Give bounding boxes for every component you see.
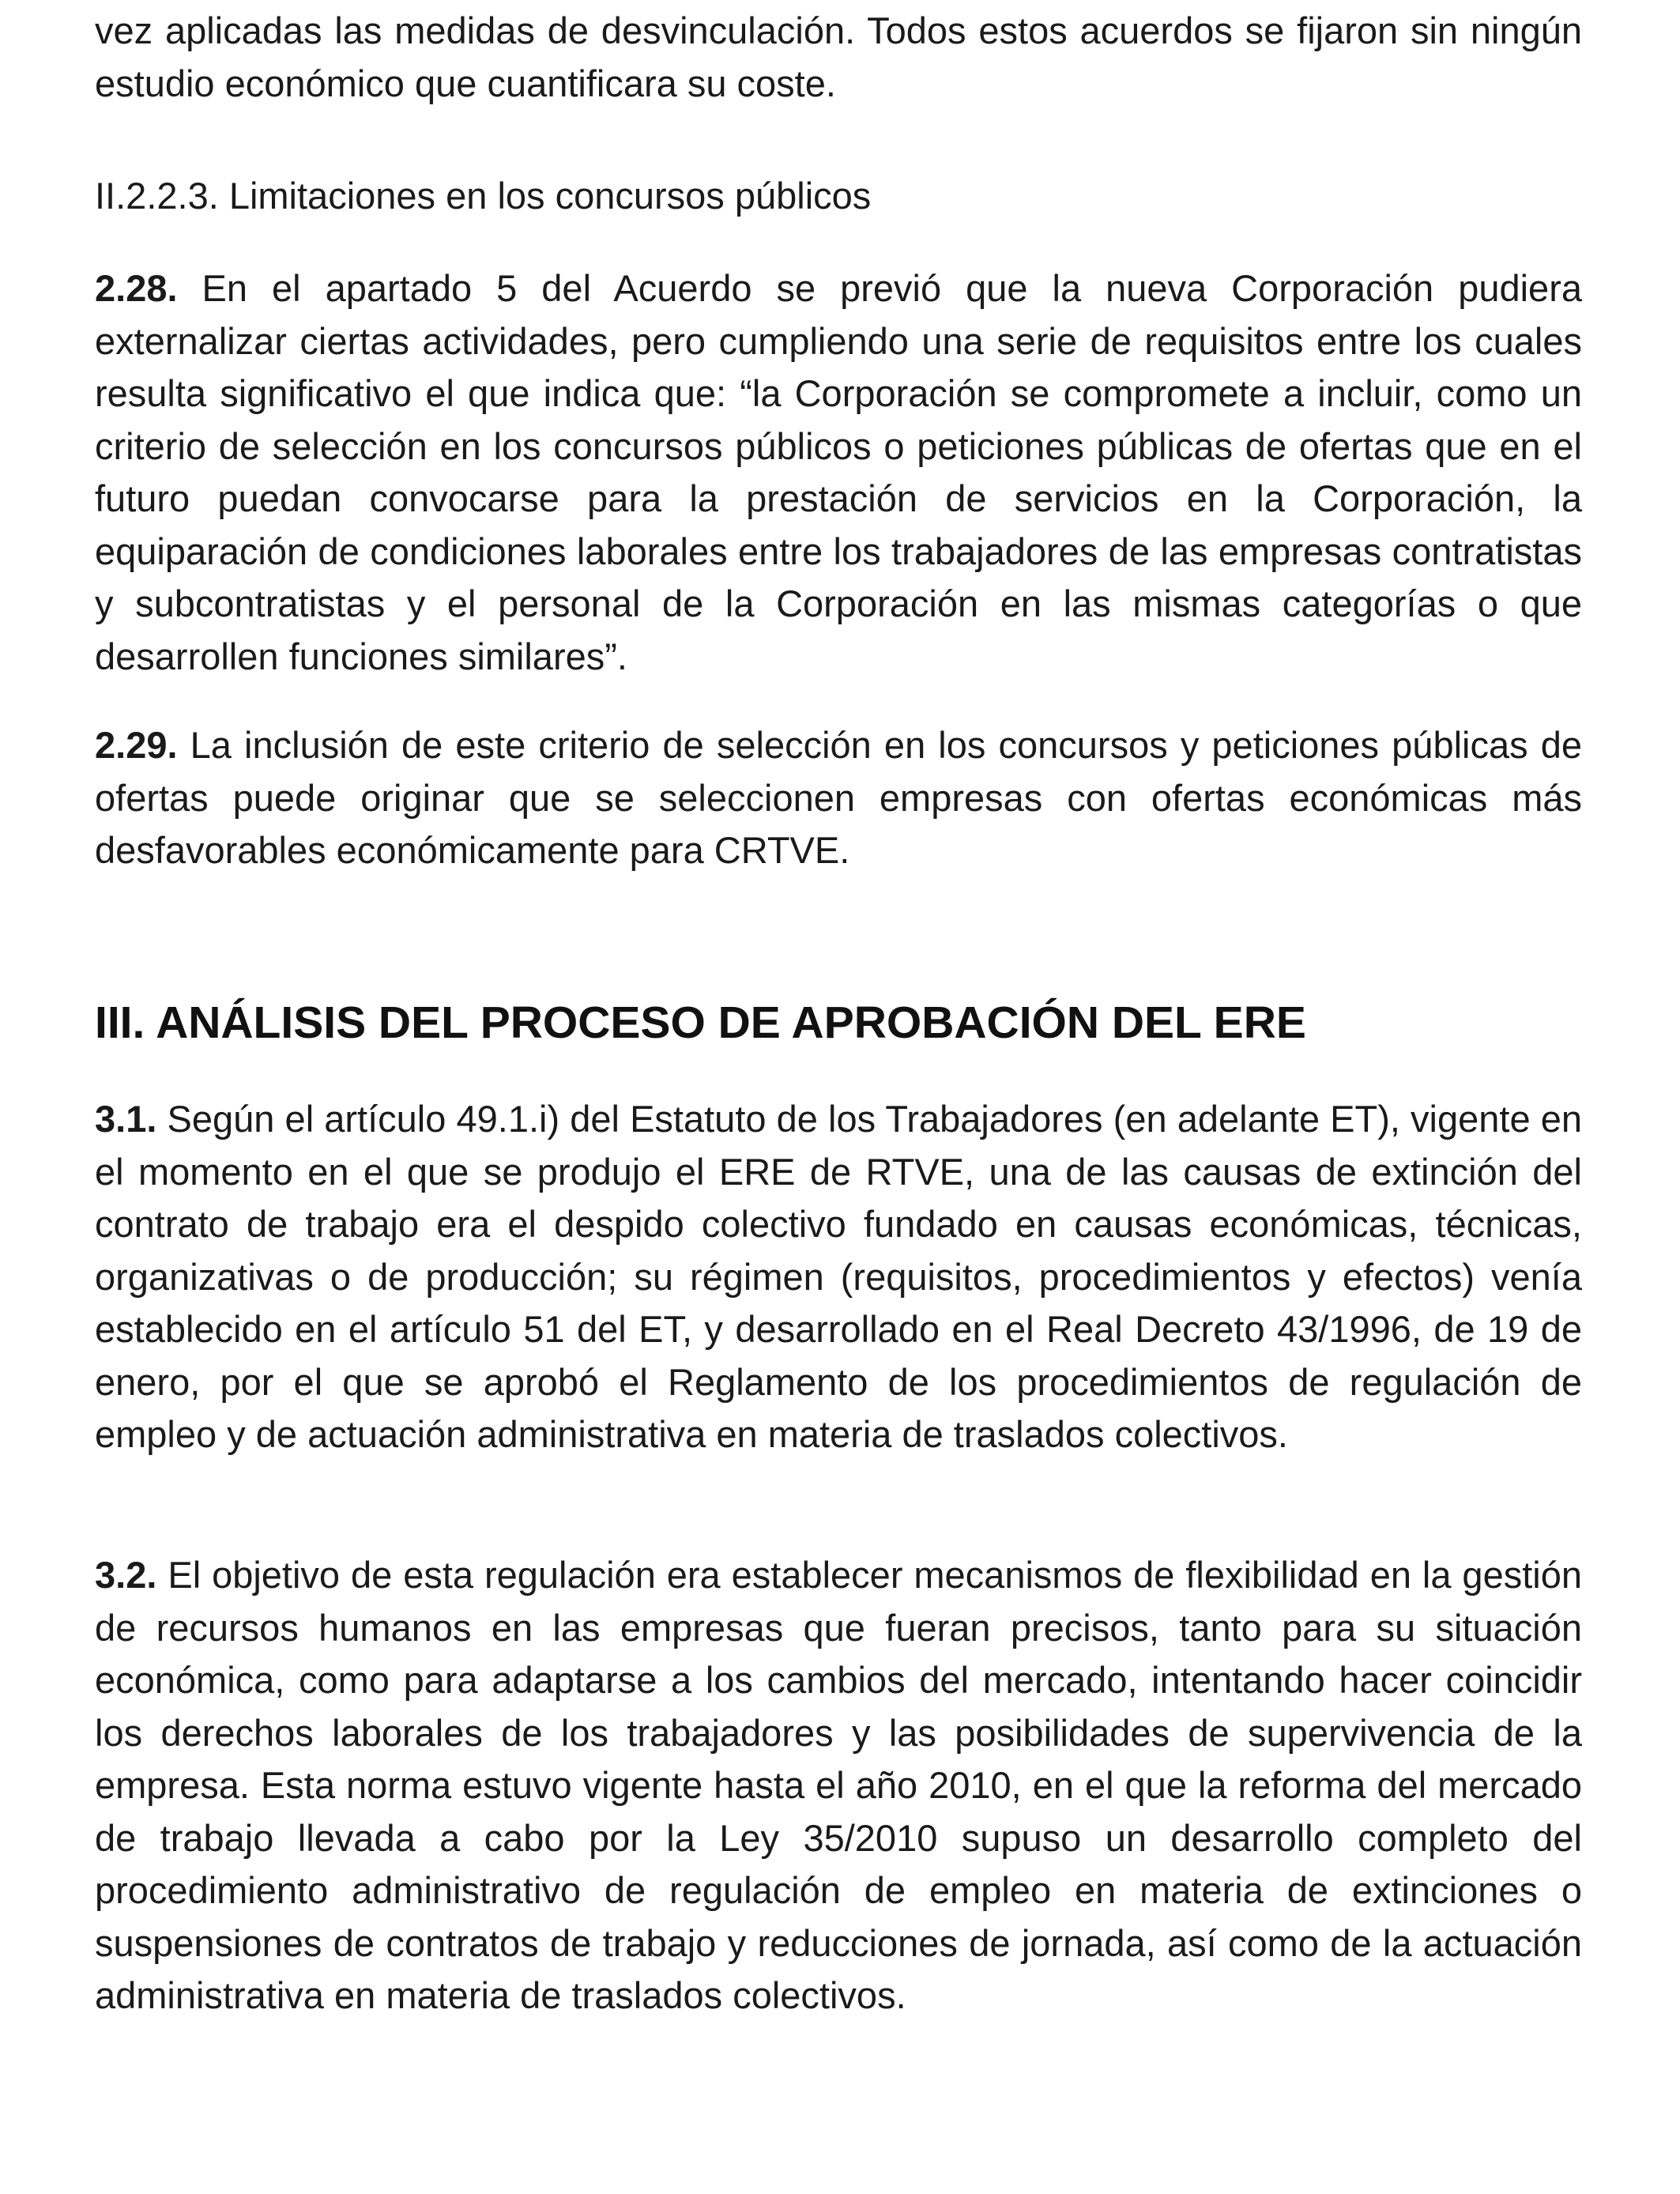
paragraph-number: 2.28.: [95, 267, 178, 309]
paragraph-text: En el apartado 5 del Acuerdo se previó que la nueva Corporación pudiera externalizar ciertas actividades, pero cumpliendo una serie de requisitos entre los cuales resulta significativo el que indica que: “la Corporación se compromete a incluir, como un criterio de selección en los concursos públicos o peticiones públicas de ofertas que en el futuro puedan convocarse para la prestación de servicios en la Corporación, la equiparación de condiciones laborales entre los trabajadores de las empresas contratistas y subcontratistas y el personal de la Corporación en las mismas categorías o que desarrollen funciones similares”.: [95, 267, 1582, 677]
paragraph-2-28: [95, 262, 1582, 683]
paragraph-3-2: [95, 1549, 1582, 2022]
intro-paragraph-text: vez aplicadas las medidas de desvinculación. Todos estos acuerdos se fijaron sin ningún estudio económico que cuantificara su coste.: [95, 9, 1582, 104]
paragraph-2-29: [95, 719, 1582, 877]
paragraph-number: 3.1.: [95, 1098, 157, 1140]
paragraph-3-1: [95, 1093, 1582, 1461]
section-heading-text: III. ANÁLISIS DEL PROCESO DE APROBACIÓN DEL ERE: [95, 997, 1306, 1048]
intro-paragraph: [95, 5, 1582, 110]
paragraph-number: 2.29.: [95, 724, 178, 766]
paragraph-text: La inclusión de este criterio de selección en los concursos y peticiones públicas de ofertas puede originar que se seleccionen empresas con ofertas económicas más desfavorables económicamente para CRTVE.: [95, 724, 1582, 871]
paragraph-text: Según el artículo 49.1.i) del Estatuto de los Trabajadores (en adelante ET), vigente en el momento en el que se produjo el ERE de RTVE, una de las causas de extinción del contrato de trabajo era el despido colectivo fundado en causas económicas, técnicas, organizativas o de producción; su régimen (requisitos, procedimientos y efectos) venía establecido en el artículo 51 del ET, y desarrollado en el Real Decreto 43/1996, de 19 de enero, por el que se aprobó el Reglamento de los procedimientos de regulación de empleo y de actuación administrativa en materia de traslados colectivos.: [95, 1098, 1583, 1455]
subsection-heading: [95, 170, 1582, 223]
paragraph-number: 3.2.: [95, 1554, 157, 1596]
paragraph-text: El objetivo de esta regulación era establecer mecanismos de flexibilidad en la gestión de recursos humanos en las empresas que fueran precisos, tanto para su situación económica, como para adaptarse a los cambios del mercado, intentando hacer coincidir los derechos laborales de los trabajadores y las posibilidades de supervivencia de la empresa. Esta norma estuvo vigente hasta el año 2010, en el que la reforma del mercado de trabajo llevada a cabo por la Ley 35/2010 supuso un desarrollo completo del procedimiento administrativo de regulación de empleo en materia de extinciones o suspensiones de contratos de trabajo y reducciones de jornada, así como de la actuación administrativa en materia de traslados colectivos.: [95, 1554, 1582, 2016]
section-heading-iii: [95, 995, 1582, 1050]
subsection-heading-text: II.2.2.3. Limitaciones en los concursos públicos: [95, 175, 872, 217]
